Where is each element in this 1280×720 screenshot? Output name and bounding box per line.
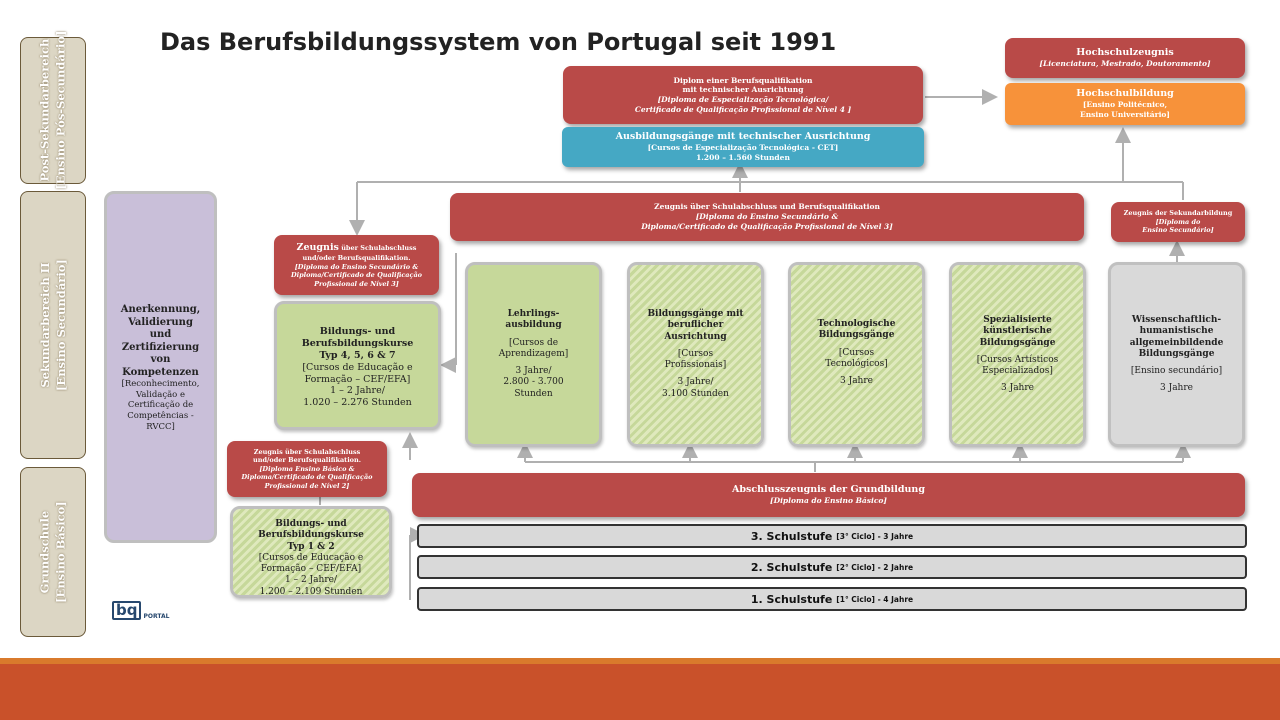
diploma-technical-line2: mit technischer Ausrichtung bbox=[682, 85, 804, 95]
level3-certificate-line2: und/oder Berufsqualifikation. bbox=[302, 254, 411, 263]
apprenticeship-line3: [Cursos de bbox=[508, 337, 559, 348]
artistic-line5: Especializados] bbox=[982, 366, 1053, 376]
school-level-2-detail: [2° Ciclo] - 2 Jahre bbox=[836, 562, 914, 572]
apprenticeship-line1: Lehrlings- bbox=[507, 309, 560, 319]
professional-line5: Profissionais] bbox=[664, 360, 727, 370]
professional-line1: Bildungsgänge mit bbox=[647, 309, 744, 319]
school-level-3-detail: [3° Ciclo] - 3 Jahre bbox=[836, 531, 914, 541]
cef-type4-7-box bbox=[274, 301, 441, 430]
school-level-2 bbox=[417, 555, 1247, 579]
artistic-line2: künstlerische bbox=[983, 326, 1052, 337]
bq-portal-logo bbox=[112, 601, 169, 620]
cef12-line3: Typ 1 & 2 bbox=[287, 541, 335, 552]
rvcc-line6: Kompetenzen bbox=[122, 366, 199, 378]
school-level-2-label: 2. Schulstufe bbox=[750, 560, 833, 574]
technological-line4: Tecnológicos] bbox=[825, 358, 888, 369]
higher-ed-line1: Hochschulbildung bbox=[1076, 88, 1174, 100]
page-title: Das Berufsbildungssystem von Portugal seit 1991 bbox=[160, 28, 837, 56]
school-level-3 bbox=[417, 524, 1247, 548]
secondary-vocational-certificate-line3: Diploma/Certificado de Qualificação Profissional de Nível 3] bbox=[641, 221, 893, 231]
level3-certificate-line5: Profissional de Nível 3] bbox=[314, 279, 399, 288]
technological-line2: Bildungsgänge bbox=[818, 330, 895, 341]
technological-line3: [Cursos bbox=[838, 347, 875, 358]
rvcc-line10: Competências - bbox=[127, 410, 194, 421]
band-sek2-label: Sekundarbereich II bbox=[37, 262, 52, 388]
level2-certificate-line2: und/oder Berufsqualifikation. bbox=[253, 456, 361, 465]
scientific-line5: [Ensino secundário] bbox=[1130, 366, 1223, 376]
basic-education-certificate-line2: [Diploma do Ensino Básico] bbox=[770, 496, 887, 506]
scientific-line6: 3 Jahre bbox=[1160, 383, 1193, 394]
cet-line2: [Cursos de Especialização Tecnológica - CET] bbox=[647, 143, 839, 153]
rvcc-box bbox=[104, 191, 217, 543]
level3-certificate-line1b: über Schulabschluss bbox=[341, 243, 417, 252]
cef47-line7: 1.020 – 2.276 Stunden bbox=[303, 397, 412, 409]
rvcc-line8: Validação e bbox=[135, 389, 186, 400]
technological-courses-box bbox=[788, 262, 925, 447]
cef47-line2: Berufsbildungskurse bbox=[301, 337, 414, 349]
cef47-line4: [Cursos de Educação e bbox=[302, 361, 413, 373]
scientific-line1: Wissenschaftlich- bbox=[1131, 315, 1222, 325]
rvcc-line7: [Reconhecimento, bbox=[121, 379, 200, 389]
artistic-line3: Bildungsgänge bbox=[979, 337, 1056, 348]
cet-line1: Ausbildungsgänge mit technischer Ausrichtung bbox=[615, 131, 871, 143]
cef-type1-2-box bbox=[230, 506, 392, 598]
professional-line6: 3 Jahre/ bbox=[677, 377, 714, 388]
level3-certificate-box bbox=[274, 235, 439, 295]
diploma-technical-line1: Diplom einer Berufsqualifikation bbox=[673, 75, 813, 85]
artistic-courses-box bbox=[949, 262, 1086, 447]
footer-bar bbox=[0, 664, 1280, 720]
rvcc-line4: Zertifizierung bbox=[121, 341, 200, 353]
artistic-line1: Spezialisierte bbox=[983, 315, 1052, 325]
apprenticeship-line7: Stunden bbox=[514, 388, 553, 399]
secondary-certificate-box bbox=[1111, 202, 1245, 242]
basic-education-certificate-box bbox=[412, 473, 1245, 517]
professional-line7: 3.100 Stunden bbox=[662, 388, 729, 399]
rvcc-line11: RVCC] bbox=[146, 421, 175, 432]
diploma-technical-line4: Certificado de Qualificação Profissional de Nível 4 ] bbox=[634, 104, 852, 114]
professional-courses-box bbox=[627, 262, 764, 447]
school-level-1-label: 1. Schulstufe bbox=[750, 592, 833, 606]
apprenticeship-line5: 3 Jahre/ bbox=[515, 366, 552, 376]
cef12-line7: 1.200 – 2.109 Stunden bbox=[259, 586, 363, 597]
scientific-line4: Bildungsgänge bbox=[1138, 348, 1215, 359]
logo-text: PORTAL bbox=[143, 613, 170, 620]
apprenticeship-line2: ausbildung bbox=[505, 320, 562, 331]
level3-certificate-line3: [Diploma do Ensino Secundário & bbox=[294, 262, 419, 271]
professional-line4: [Cursos bbox=[677, 348, 714, 359]
diploma-technical-box bbox=[563, 66, 923, 124]
diploma-technical-line3: [Diploma de Especialização Tecnológica/ bbox=[657, 95, 829, 104]
school-level-1 bbox=[417, 587, 1247, 611]
rvcc-line1: Anerkennung, bbox=[120, 304, 201, 315]
level2-certificate-line3: [Diploma Ensino Básico & bbox=[259, 464, 355, 473]
school-level-1-detail: [1° Ciclo] - 4 Jahre bbox=[836, 594, 914, 604]
artistic-line4: [Cursos Artísticos bbox=[976, 354, 1059, 365]
cef12-line2: Berufsbildungskurse bbox=[258, 530, 364, 541]
apprenticeship-line4: Aprendizagem] bbox=[498, 348, 569, 359]
higher-ed-line3: Ensino Universitário] bbox=[1080, 110, 1170, 120]
level2-certificate-box bbox=[227, 441, 387, 497]
school-level-3-label: 3. Schulstufe bbox=[750, 529, 833, 543]
professional-line3: Ausrichtung bbox=[664, 331, 727, 342]
level3-certificate-line4: Diploma/Certificado de Qualificação bbox=[290, 271, 423, 280]
level3-certificate-line1a: Zeugnis bbox=[296, 241, 339, 253]
secondary-vocational-certificate-box bbox=[450, 193, 1084, 241]
higher-ed-certificate-line1: Hochschulzeugnis bbox=[1076, 46, 1174, 58]
scientific-line3: allgemeinbildende bbox=[1129, 337, 1224, 348]
apprenticeship-box bbox=[465, 262, 602, 447]
logo-mark: bq bbox=[112, 601, 141, 620]
cef12-line6: 1 – 2 Jahre/ bbox=[285, 575, 337, 586]
cef47-line6: 1 – 2 Jahre/ bbox=[330, 385, 385, 397]
technological-line5: 3 Jahre bbox=[840, 376, 873, 386]
technological-line1: Technologische bbox=[817, 319, 896, 329]
artistic-line6: 3 Jahre bbox=[1001, 383, 1034, 394]
apprenticeship-line6: 2.800 - 3.700 bbox=[503, 377, 564, 388]
cef47-line3: Typ 4, 5, 6 & 7 bbox=[319, 349, 396, 361]
cet-line3: 1.200 – 1.560 Stunden bbox=[696, 153, 790, 163]
secondary-vocational-certificate-line2: [Diploma do Ensino Secundário & bbox=[695, 212, 839, 222]
higher-ed-box bbox=[1005, 83, 1245, 125]
secondary-certificate-line1: Zeugnis der Sekundarbildung bbox=[1123, 209, 1233, 218]
higher-ed-certificate-line2: [Licenciatura, Mestrado, Doutoramento] bbox=[1039, 59, 1211, 69]
band-sek2-sub: [Ensino Secundário] bbox=[54, 259, 69, 391]
band-grund-label: Grundschule bbox=[37, 510, 52, 594]
level2-certificate-line1: Zeugnis über Schulabschluss bbox=[253, 447, 361, 456]
cef47-line5: Formação – CEF/EFA] bbox=[304, 373, 411, 385]
cet-box bbox=[562, 127, 924, 167]
cef12-line4: [Cursos de Educação e bbox=[258, 552, 364, 563]
higher-ed-certificate-box bbox=[1005, 38, 1245, 78]
rvcc-line3: und bbox=[149, 329, 172, 340]
scientific-humanistic-box bbox=[1108, 262, 1245, 447]
band-grund-sub: [Ensino Básico] bbox=[54, 501, 69, 603]
higher-ed-line2: [Ensino Politécnico, bbox=[1082, 100, 1168, 110]
level2-certificate-line5: Profissional de Nível 2] bbox=[264, 481, 350, 490]
professional-line2: beruflicher bbox=[667, 320, 724, 331]
basic-education-certificate-line1: Abschlusszeugnis der Grundbildung bbox=[732, 483, 925, 495]
cef12-line1: Bildungs- und bbox=[275, 519, 347, 529]
rvcc-line9: Certificação de bbox=[127, 400, 194, 411]
scientific-line2: humanistische bbox=[1139, 326, 1214, 337]
secondary-certificate-line3: Ensino Secundário] bbox=[1142, 226, 1214, 235]
rvcc-line2: Validierung bbox=[128, 316, 193, 328]
secondary-vocational-certificate-line1: Zeugnis über Schulabschluss und Berufsqualifikation bbox=[654, 202, 880, 212]
level2-certificate-line4: Diploma/Certificado de Qualificação bbox=[241, 473, 373, 482]
band-post-label: Post-Sekundarbereich bbox=[37, 39, 52, 182]
band-post-sub: [Ensino Pós-Secundário] bbox=[54, 30, 68, 191]
secondary-certificate-line2: [Diploma do bbox=[1155, 217, 1201, 226]
cef47-line1: Bildungs- und bbox=[319, 326, 396, 337]
cef12-line5: Formação – CEF/EFA] bbox=[260, 564, 362, 574]
rvcc-line5: von bbox=[150, 354, 171, 365]
